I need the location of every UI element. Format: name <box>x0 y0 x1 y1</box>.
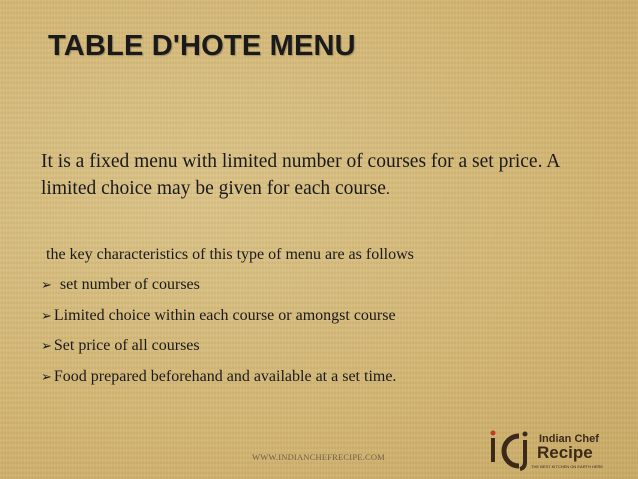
list-lead-text: the key characteristics of this type of menu are as follows <box>46 246 414 263</box>
slide-title: TABLE D'HOTE MENU <box>48 30 356 62</box>
intro-period: . <box>385 181 390 198</box>
list-item <box>41 362 621 393</box>
list-item-text: set number of courses <box>59 276 200 293</box>
arrow-bullet-icon: ➢ <box>41 277 52 292</box>
list-item-text: Food prepared beforehand and available at a set time. <box>53 367 397 385</box>
intro-text: It is a fixed menu with limited number of courses for a set price. A limited choice may be given for each course <box>41 151 560 199</box>
arrow-bullet-icon: ➢ <box>41 307 52 323</box>
chef-logo-icon <box>489 428 535 472</box>
logo-main-text: Recipe <box>537 443 593 462</box>
footer-website: WWW.INDIANCHEFRECIPE.COM <box>252 452 385 462</box>
characteristics-list <box>41 240 621 392</box>
logo-top-text: Indian Chef <box>539 433 599 445</box>
list-item <box>41 270 621 301</box>
arrow-bullet-icon: ➢ <box>41 338 52 353</box>
list-item-text: Limited choice within each course or amongst course <box>53 306 396 324</box>
list-item <box>41 331 621 362</box>
list-item-text: Set price of all courses <box>53 337 200 354</box>
brand-logo <box>489 428 629 472</box>
intro-paragraph <box>41 148 601 203</box>
arrow-bullet-icon: ➢ <box>41 368 52 384</box>
logo-tagline: THE BEST KITCHEN ON EARTH HERE <box>531 464 604 469</box>
list-item <box>41 301 621 332</box>
